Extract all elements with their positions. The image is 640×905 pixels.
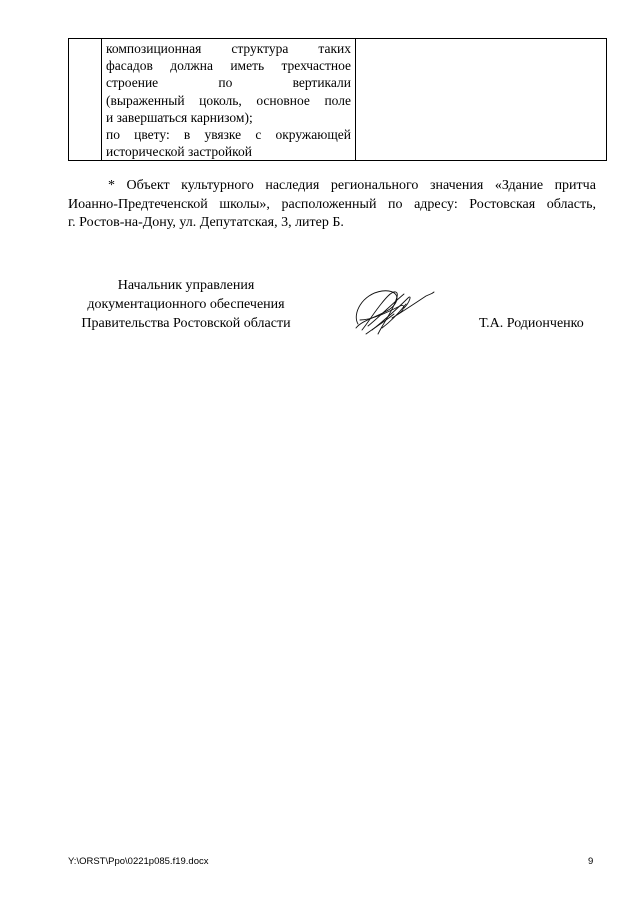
word: притча bbox=[554, 178, 596, 193]
cell-line bbox=[106, 143, 351, 160]
requirements-table bbox=[68, 38, 607, 161]
word: трехчастное bbox=[281, 58, 351, 74]
word: (выраженный bbox=[106, 92, 185, 108]
word: значения bbox=[429, 178, 484, 193]
table-row bbox=[69, 39, 607, 161]
word: «Здание bbox=[494, 178, 544, 193]
word: адресу: bbox=[414, 196, 458, 212]
footnote-line: г. Ростов-на-Дону, ул. Депутатская, 3, литер Б. bbox=[68, 215, 344, 230]
word: и завершаться карнизом); bbox=[106, 109, 253, 125]
cell-line bbox=[106, 126, 351, 143]
word: фасадов bbox=[106, 58, 153, 74]
word: окружающей bbox=[275, 127, 351, 143]
page-number: 9 bbox=[588, 856, 594, 867]
word: регионального bbox=[330, 178, 419, 193]
word: увязке bbox=[204, 127, 242, 143]
word: композиционная bbox=[106, 41, 202, 56]
signer-title-line: Правительства Ростовской области bbox=[81, 316, 291, 331]
word: Иоанно-Предтеченской bbox=[68, 196, 208, 212]
cell-line bbox=[106, 40, 351, 57]
word: поле bbox=[324, 92, 351, 108]
table-cell-empty bbox=[356, 39, 607, 161]
word: основное bbox=[256, 92, 310, 108]
cell-line bbox=[106, 74, 351, 91]
word: структура bbox=[231, 41, 289, 56]
table-cell-number bbox=[69, 39, 102, 161]
word: иметь bbox=[230, 58, 265, 74]
footnote-line bbox=[68, 196, 596, 215]
word: расположенный bbox=[281, 196, 377, 212]
word: с bbox=[255, 127, 262, 143]
word: школы», bbox=[219, 196, 270, 212]
word: цоколь, bbox=[199, 92, 242, 108]
word: Объект bbox=[126, 178, 170, 193]
word: вертикали bbox=[292, 75, 351, 91]
word: * bbox=[108, 178, 115, 193]
signer-title bbox=[68, 276, 304, 333]
word: по bbox=[388, 196, 403, 212]
signer-title-line: Начальник управления bbox=[117, 278, 255, 293]
word: таких bbox=[318, 41, 351, 56]
word: в bbox=[183, 127, 191, 143]
cell-line bbox=[106, 92, 351, 109]
signer-name: Т.А. Родионченко bbox=[479, 316, 584, 331]
word: по bbox=[218, 75, 233, 91]
word: строение bbox=[106, 75, 159, 91]
cell-line bbox=[106, 109, 351, 126]
word: цвету: bbox=[134, 127, 170, 143]
cell-line bbox=[106, 57, 351, 74]
signer-title-line: документационного обеспечения bbox=[87, 297, 285, 312]
word: должна bbox=[170, 58, 213, 74]
word: Ростовская bbox=[469, 196, 536, 212]
word: культурного bbox=[181, 178, 254, 193]
word: область, bbox=[546, 196, 596, 212]
word: по bbox=[106, 127, 120, 143]
word: наследия bbox=[265, 178, 320, 193]
signature bbox=[348, 284, 438, 340]
footnote-line bbox=[68, 177, 596, 196]
word: исторической застройкой bbox=[106, 144, 252, 160]
table-cell-requirements bbox=[102, 39, 356, 161]
footnote bbox=[68, 177, 596, 233]
file-path: Y:\ORST\Ppo\0221p085.f19.docx bbox=[68, 856, 209, 867]
